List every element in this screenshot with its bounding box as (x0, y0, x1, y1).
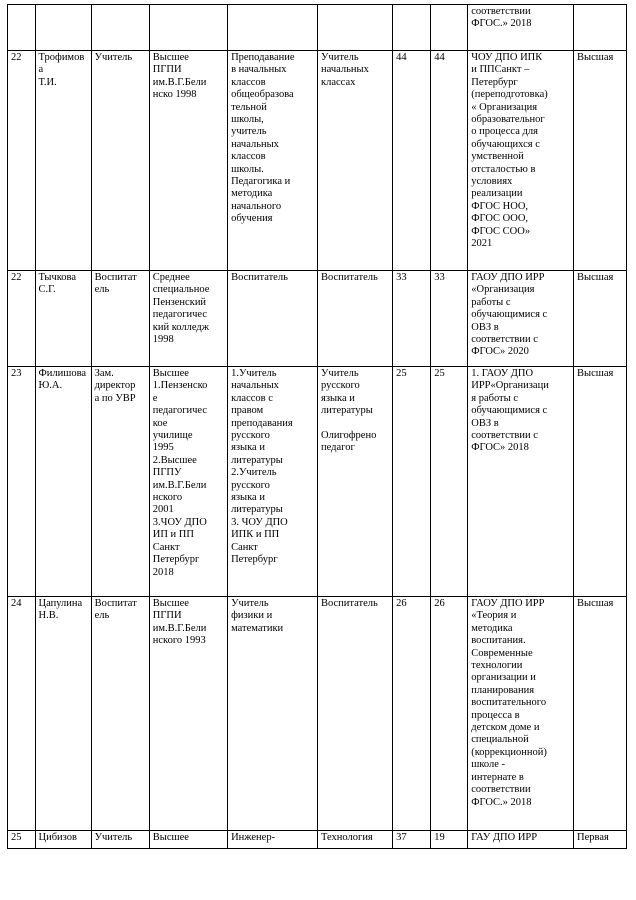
cell-training: ГАУ ДПО ИРР (468, 831, 574, 849)
cell-position: Воспитат ель (91, 597, 149, 831)
cell-training: ГАОУ ДПО ИРР «Теория и методика воспитания. Современные технологии организации и планирования воспитательного процесса в детском доме и специальной (коррекционной) школе - интернате в соответствии ФГОС.» 2018 (468, 597, 574, 831)
cell-qualification: Воспитатель (318, 597, 393, 831)
cell-number: 22 (8, 51, 36, 271)
cell-education: Высшее ПГПИ им.В.Г.Бели нско 1998 (149, 51, 227, 271)
table-row (8, 51, 627, 271)
table-row (8, 831, 627, 849)
cell-number (8, 5, 36, 51)
cell-qualification: Воспитатель (318, 271, 393, 367)
cell-total-experience (393, 5, 431, 51)
cell-position: Воспитат ель (91, 271, 149, 367)
cell-number: 24 (8, 597, 36, 831)
cell-specialty: Воспитатель (228, 271, 318, 367)
cell-qualification: Учитель русского языка и литературы Олигофрено педагог (318, 367, 393, 597)
cell-total-experience: 26 (393, 597, 431, 831)
cell-training: соответствии ФГОС.» 2018 (468, 5, 574, 51)
cell-category: Высшая (574, 367, 627, 597)
cell-position (91, 5, 149, 51)
table-row (8, 367, 627, 597)
cell-ped-experience: 25 (431, 367, 468, 597)
cell-category (574, 5, 627, 51)
cell-education (149, 5, 227, 51)
cell-education: Высшее ПГПИ им.В.Г.Бели нского 1993 (149, 597, 227, 831)
cell-position: Учитель (91, 51, 149, 271)
cell-specialty: Преподавание в начальных классов общеобразова тельной школы, учитель начальных классов школы. Педагогика и методика начального обучения (228, 51, 318, 271)
cell-education: Среднее специальное Пензенский педагогичес кий колледж 1998 (149, 271, 227, 367)
cell-name: Цибизов (35, 831, 91, 849)
cell-category: Высшая (574, 271, 627, 367)
cell-specialty: Инженер- (228, 831, 318, 849)
table-row (8, 597, 627, 831)
cell-number: 23 (8, 367, 36, 597)
table-row (8, 5, 627, 51)
cell-number: 25 (8, 831, 36, 849)
cell-total-experience: 37 (393, 831, 431, 849)
table-row (8, 271, 627, 367)
cell-specialty: Учитель физики и математики (228, 597, 318, 831)
staff-table (7, 4, 627, 849)
cell-total-experience: 25 (393, 367, 431, 597)
cell-specialty (228, 5, 318, 51)
cell-training: ЧОУ ДПО ИПК и ППСанкт – Петербург (переподготовка) « Организация образовательног о процесса для обучающихся с умственной отсталостью в условиях реализации ФГОС НОО, ФГОС ООО, ФГОС СОО» 2021 (468, 51, 574, 271)
cell-name: Филишова Ю.А. (35, 367, 91, 597)
cell-category: Первая (574, 831, 627, 849)
cell-name: Трофимова Т.И. (35, 51, 91, 271)
cell-ped-experience: 33 (431, 271, 468, 367)
cell-qualification (318, 5, 393, 51)
cell-name: Тычкова С.Г. (35, 271, 91, 367)
cell-total-experience: 44 (393, 51, 431, 271)
cell-number: 22 (8, 271, 36, 367)
cell-qualification: Учитель начальных классах (318, 51, 393, 271)
cell-education: Высшее (149, 831, 227, 849)
cell-specialty: 1.Учитель начальных классов с правом преподавания русского языка и литературы 2.Учитель русского языка и литературы 3. ЧОУ ДПО ИПК и ПП Санкт Петербург (228, 367, 318, 597)
cell-name: Цапулина Н.В. (35, 597, 91, 831)
cell-name (35, 5, 91, 51)
cell-category: Высшая (574, 51, 627, 271)
cell-training: 1. ГАОУ ДПО ИРР«Организаци я работы с обучающимися с ОВЗ в соответствии с ФГОС» 2018 (468, 367, 574, 597)
cell-qualification: Технология (318, 831, 393, 849)
cell-category: Высшая (574, 597, 627, 831)
cell-training: ГАОУ ДПО ИРР «Организация работы с обучающимися с ОВЗ в соответствии с ФГОС» 2020 (468, 271, 574, 367)
cell-total-experience: 33 (393, 271, 431, 367)
cell-ped-experience: 44 (431, 51, 468, 271)
cell-position: Учитель (91, 831, 149, 849)
cell-ped-experience: 19 (431, 831, 468, 849)
cell-ped-experience: 26 (431, 597, 468, 831)
cell-education: Высшее 1.Пензенско е педагогичес кое училище 1995 2.Высшее ПГПУ им.В.Г.Бели нского 2001 3.ЧОУ ДПО ИП и ПП Санкт Петербург 2018 (149, 367, 227, 597)
cell-ped-experience (431, 5, 468, 51)
cell-position: Зам. директор а по УВР (91, 367, 149, 597)
